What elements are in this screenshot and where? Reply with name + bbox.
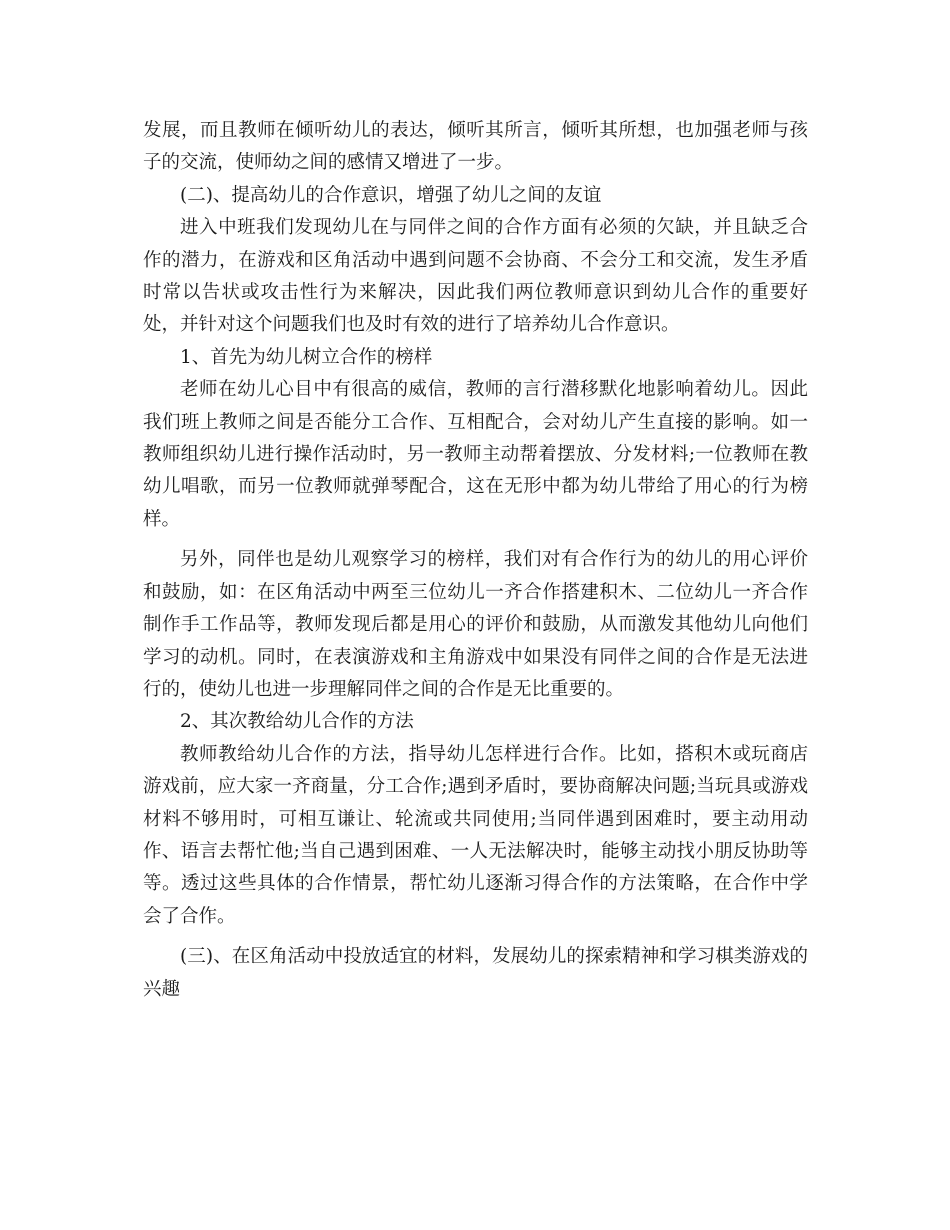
paragraph-continued: 发展，而且教师在倾听幼儿的表达，倾听其所言，倾听其所想，也加强老师与孩子的交流，使师幼之间的感情又增进了一步。 — [143, 120, 808, 174]
section-heading-3: (三)、在区角活动中投放适宜的材料，发展幼儿的探索精神和学习棋类游戏的兴趣 — [143, 946, 808, 1000]
paragraph: 教师教给幼儿合作的方法，指导幼儿怎样进行合作。比如，搭积木或玩商店游戏前，应大家一齐商量，分工合作;遇到矛盾时，要协商解决问题;当玩具或游戏材料不够用时，可相互谦让、轮流或共同使用;当同伴遇到困难时，要主动用动作、语言去帮忙他;当自己遇到困难、一人无法解决时，能够主动找小朋反协助等等。透过这些具体的合作情景，帮忙幼儿逐渐习得合作的方法策略，在合作中学会了合作。 — [143, 743, 808, 927]
subheading-1: 1、首先为幼儿树立合作的榜样 — [180, 346, 433, 368]
section-heading-2: (二)、提高幼儿的合作意识，增强了幼儿之间的友谊 — [180, 184, 602, 206]
paragraph: 老师在幼儿心目中有很高的威信，教师的言行潜移默化地影响着幼儿。因此我们班上教师之间是否能分工合作、互相配合，会对幼儿产生直接的影响。如一教师组织幼儿进行操作活动时，另一教师主动帮着摆放、分发材料;一位教师在教幼儿唱歌，而另一位教师就弹琴配合，这在无形中都为幼儿带给了用心的行为榜样。 — [143, 379, 808, 530]
paragraph: 另外，同伴也是幼儿观察学习的榜样，我们对有合作行为的幼儿的用心评价和鼓励，如：在区角活动中两至三位幼儿一齐合作搭建积木、二位幼儿一齐合作制作手工作品等，教师发现后都是用心的评价和鼓励，从而激发其他幼儿向他们学习的动机。同时，在表演游戏和主角游戏中如果没有同伴之间的合作是无法进行的，使幼儿也进一步理解同伴之间的合作是无比重要的。 — [143, 549, 808, 700]
paragraph: 进入中班我们发现幼儿在与同伴之间的合作方面有必须的欠缺，并且缺乏合作的潜力，在游戏和区角活动中遇到问题不会协商、不会分工和交流，发生矛盾时常以告状或攻击性行为来解决，因此我们两位教师意识到幼儿合作的重要好处，并针对这个问题我们也及时有效的进行了培养幼儿合作意识。 — [143, 217, 808, 336]
subheading-2: 2、其次教给幼儿合作的方法 — [180, 711, 414, 733]
document-body — [143, 115, 808, 1006]
